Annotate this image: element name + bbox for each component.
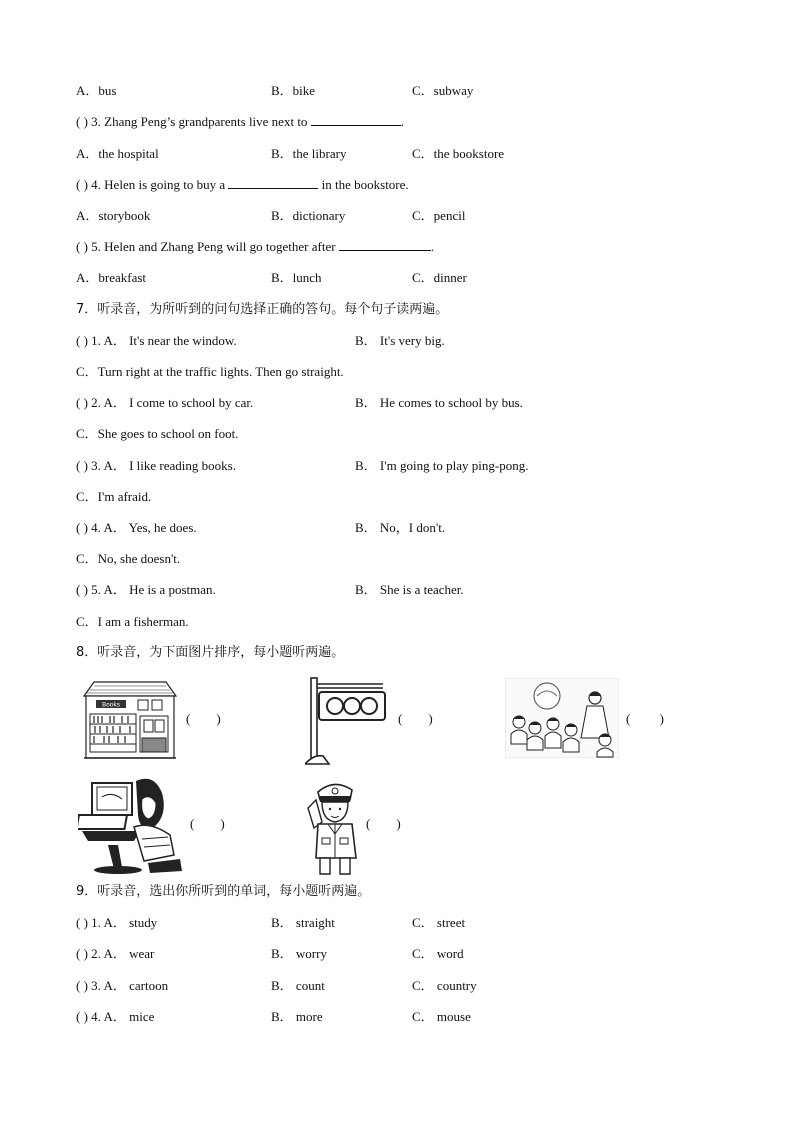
police-officer-picture <box>300 778 372 876</box>
answer-paren[interactable]: ( ) 3. A． I like reading books. <box>76 458 236 473</box>
answer-paren[interactable]: ( ) 4. A． Yes, he does. <box>76 520 197 535</box>
answer-paren[interactable]: ( ) 2. A． I come to school by car. <box>76 395 254 410</box>
class-picture <box>505 678 619 758</box>
picture-2-answer-paren[interactable]: ( ) <box>398 711 433 726</box>
question-3 <box>76 113 404 131</box>
option-b: B． more <box>271 1009 323 1024</box>
option-b: B．the library <box>271 146 347 161</box>
option-b: B． She is a teacher. <box>355 582 464 597</box>
answer-paren[interactable]: ( ) 5. A． He is a postman. <box>76 582 216 597</box>
question-text: 5. Helen and Zhang Peng will go together after <box>87 239 339 254</box>
bookstore-picture <box>80 680 180 760</box>
option-c: C．pencil <box>412 208 466 223</box>
option-c: C． word <box>412 946 464 961</box>
computer-picture <box>78 775 184 875</box>
section-8-heading: 8．听录音，为下面图片排序，每小题听两遍。 <box>76 645 345 660</box>
answer-paren[interactable]: ( ) <box>76 177 88 192</box>
option-b: B． It's very big. <box>355 333 445 348</box>
option-b: B． count <box>271 978 325 993</box>
section-9-heading: 9．听录音，选出你所听到的单词，每小题听两遍。 <box>76 884 371 899</box>
option-b: B． straight <box>271 915 335 930</box>
question-tail: in the bookstore. <box>318 177 409 192</box>
bookstore-sign: Books <box>101 701 121 709</box>
option-a: A．bus <box>76 83 117 98</box>
answer-paren[interactable]: ( ) 3. A． cartoon <box>76 978 169 993</box>
option-b: B．lunch <box>271 270 322 285</box>
question-text: 3. Zhang Peng’s grandparents live next to <box>87 114 311 129</box>
answer-paren[interactable]: ( ) <box>76 239 88 254</box>
question-tail: . <box>400 114 404 129</box>
picture-1-answer-paren[interactable]: ( ) <box>186 711 221 726</box>
answer-paren[interactable]: ( ) <box>76 114 88 129</box>
option-b: B． worry <box>271 946 327 961</box>
s7-question-1-option-c: C．Turn right at the traffic lights. Then go straight. <box>76 364 344 379</box>
option-b: B． No，I don't. <box>355 520 446 535</box>
option-c: C．subway <box>412 83 474 98</box>
answer-paren[interactable]: ( ) 4. A． mice <box>76 1009 155 1024</box>
answer-blank[interactable] <box>339 238 431 251</box>
option-b: B．bike <box>271 83 316 98</box>
picture-5-answer-paren[interactable]: ( ) <box>366 816 401 831</box>
option-b: B． I'm going to play ping-pong. <box>355 458 529 473</box>
option-c: C．dinner <box>412 270 467 285</box>
option-c: C． mouse <box>412 1009 471 1024</box>
question-tail: . <box>430 239 435 254</box>
option-a: A．the hospital <box>76 146 159 161</box>
option-c: C． street <box>412 915 466 930</box>
option-a: A．breakfast <box>76 270 147 285</box>
answer-blank[interactable] <box>228 176 318 189</box>
s7-question-4-option-c: C．No, she doesn't. <box>76 551 181 566</box>
s7-question-3-option-c: C．I'm afraid. <box>76 489 152 504</box>
option-b: B． He comes to school by bus. <box>355 395 523 410</box>
question-4 <box>76 176 409 194</box>
answer-paren[interactable]: ( ) 2. A． wear <box>76 946 155 961</box>
option-c: C．the bookstore <box>412 146 505 161</box>
option-c: C． country <box>412 978 477 993</box>
question-text: 4. Helen is going to buy a <box>87 177 229 192</box>
section-7-heading: 7．听录音，为所听到的问句选择正确的答句。每个句子读两遍。 <box>76 302 449 317</box>
question-5 <box>76 238 434 256</box>
s7-question-2-option-c: C．She goes to school on foot. <box>76 426 239 441</box>
picture-3-answer-paren[interactable]: ( ) <box>626 711 664 726</box>
option-a: A．storybook <box>76 208 151 223</box>
answer-paren[interactable]: ( ) 1. A． study <box>76 915 158 930</box>
picture-4-answer-paren[interactable]: ( ) <box>190 816 225 831</box>
traffic-light-picture <box>305 676 389 766</box>
answer-paren[interactable]: ( ) 1. A． It's near the window. <box>76 333 237 348</box>
option-b: B．dictionary <box>271 208 346 223</box>
s7-question-5-option-c: C．I am a fisherman. <box>76 614 189 629</box>
answer-blank[interactable] <box>311 113 401 126</box>
